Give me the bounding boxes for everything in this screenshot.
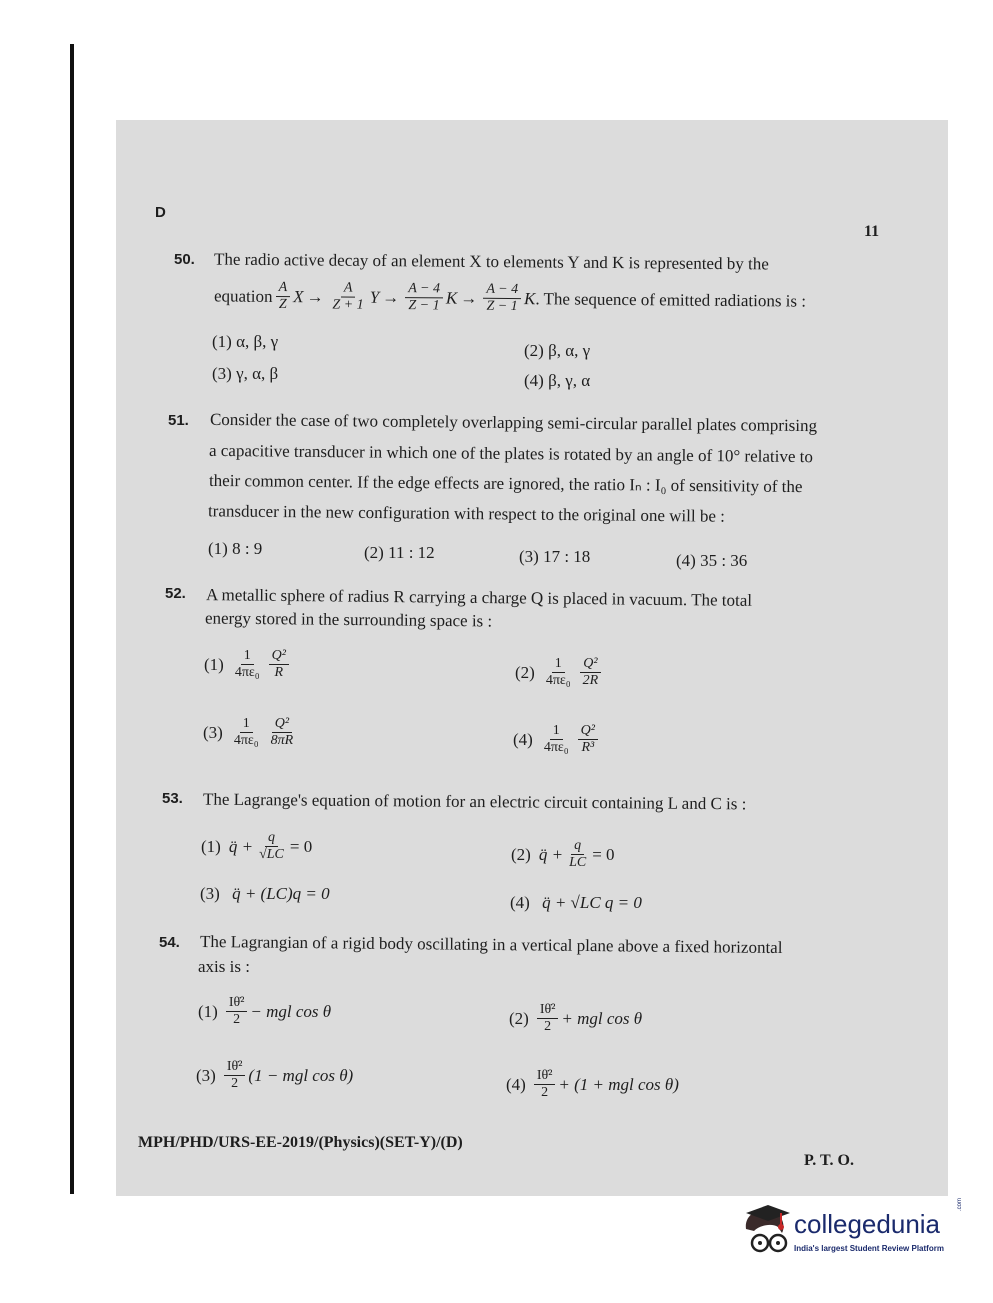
question-50-option-3: (3) γ, α, β — [212, 364, 279, 383]
question-51-line3: their common center. If the edge effects are ignored, the ratio Iₙ : I₀ of sensitivity of the — [208, 470, 803, 497]
question-53-option-1: (1) q̈ + $\frac{q}{√LC}$ = 0 — [201, 830, 313, 862]
question-54-option-4: (4) $\frac{\text{Iθ̇²}}{2}$ + (1 + mgl cos θ) — [506, 1068, 679, 1100]
question-50-option-4: (4) β, γ, α — [524, 371, 591, 390]
logo-name: collegedunia — [794, 1209, 941, 1239]
question-51-option-3: (3) 17 : 18 — [519, 547, 591, 566]
question-54-line1: The Lagrangian of a rigid body oscillating in a vertical plane above a fixed horizontal — [199, 931, 783, 958]
question-53-number: 53. — [162, 790, 183, 807]
equation-word: equation — [213, 285, 273, 306]
series-label: D — [155, 204, 166, 221]
question-50-number: 50. — [174, 251, 195, 268]
question-53-option-2: (2) q̈ + $\frac{q}{LC}$ = 0 — [511, 838, 615, 870]
question-54-option-2: (2) $\frac{\text{Iθ̇²}}{2}$ + mgl cos θ — [509, 1002, 643, 1034]
question-52-option-3: (3) $\frac{1}{\text{4πε₀}}$ $\frac{\text{Q²}}{8\pi R}$ — [203, 716, 294, 748]
question-51-line2: a capacitive transducer in which one of the plates is rotated by an angle of 10° relative to — [208, 440, 814, 467]
pto-label: P. T. O. — [804, 1152, 854, 1169]
scan-left-border — [70, 44, 74, 1194]
exam-code-footer: MPH/PHD/URS-EE-2019/(Physics)(SET-Y)/(D) — [138, 1134, 463, 1151]
student-mascot-icon — [738, 1203, 794, 1259]
logo-tagline: India's largest Student Review Platform — [794, 1244, 944, 1253]
question-50-line1: The radio active decay of an element X to elements Y and K is represented by the — [213, 249, 769, 274]
question-54-option-3: (3) $\frac{\text{Iθ̇²}}{2}$ (1 − mgl cos θ) — [196, 1059, 354, 1091]
question-52-option-2: (2) $\frac{1}{\text{4πε₀}}$ $\frac{\text{Q²}}{2R}$ — [515, 656, 604, 689]
question-51-number: 51. — [168, 412, 189, 429]
question-52-option-4: (4) $\frac{1}{\text{4πε₀}}$ $\frac{\text{Q²}}{\text{R³}}$ — [513, 723, 601, 756]
question-52-line1: A metallic sphere of radius R carrying a charge Q is placed in vacuum. The total — [205, 585, 753, 610]
question-51-line4: transducer in the new configuration with respect to the original one will be : — [207, 501, 726, 526]
question-54-number: 54. — [159, 934, 180, 951]
question-53-option-3: (3) q̈ + (LC)q = 0 — [200, 884, 330, 903]
question-51-line1: Consider the case of two completely overlapping semi-circular parallel plates comprising — [209, 409, 818, 436]
question-51-option-4: (4) 35 : 36 — [676, 551, 748, 570]
question-54-line2: axis is : — [198, 957, 250, 976]
collegedunia-logo — [738, 1197, 968, 1263]
question-52-line2: energy stored in the surrounding space is : — [204, 608, 493, 631]
question-54-option-1: (1) $\frac{\text{Iθ̇²}}{2}$ − mgl cos θ — [198, 995, 332, 1027]
page-number: 11 — [864, 223, 880, 240]
question-50-option-1: (1) α, β, γ — [212, 332, 279, 351]
question-52-number: 52. — [165, 585, 186, 602]
question-51-option-1: (1) 8 : 9 — [208, 539, 263, 558]
question-52-option-1: (1) $\frac{1}{\text{4πε₀}}$ $\frac{\text{Q²}}{R}$ — [204, 648, 292, 681]
question-50-equation: equation $\frac{A}{Z}$ X → $\frac{A}{Z + 1}$ Y → $\frac{A - 4}{Z - 1}$ K → $\frac{A - 4}{Z - 1}$ K . The sequence of emitted radiations is : — [213, 279, 807, 315]
question-53-line1: The Lagrange's equation of motion for an electric circuit containing L and C is : — [202, 789, 747, 814]
question-51-option-2: (2) 11 : 12 — [364, 543, 435, 562]
question-53-option-4: (4) q̈ + √LC q = 0 — [510, 893, 642, 912]
question-50-option-2: (2) β, α, γ — [524, 341, 591, 360]
logo-suffix: .com — [957, 1197, 963, 1211]
